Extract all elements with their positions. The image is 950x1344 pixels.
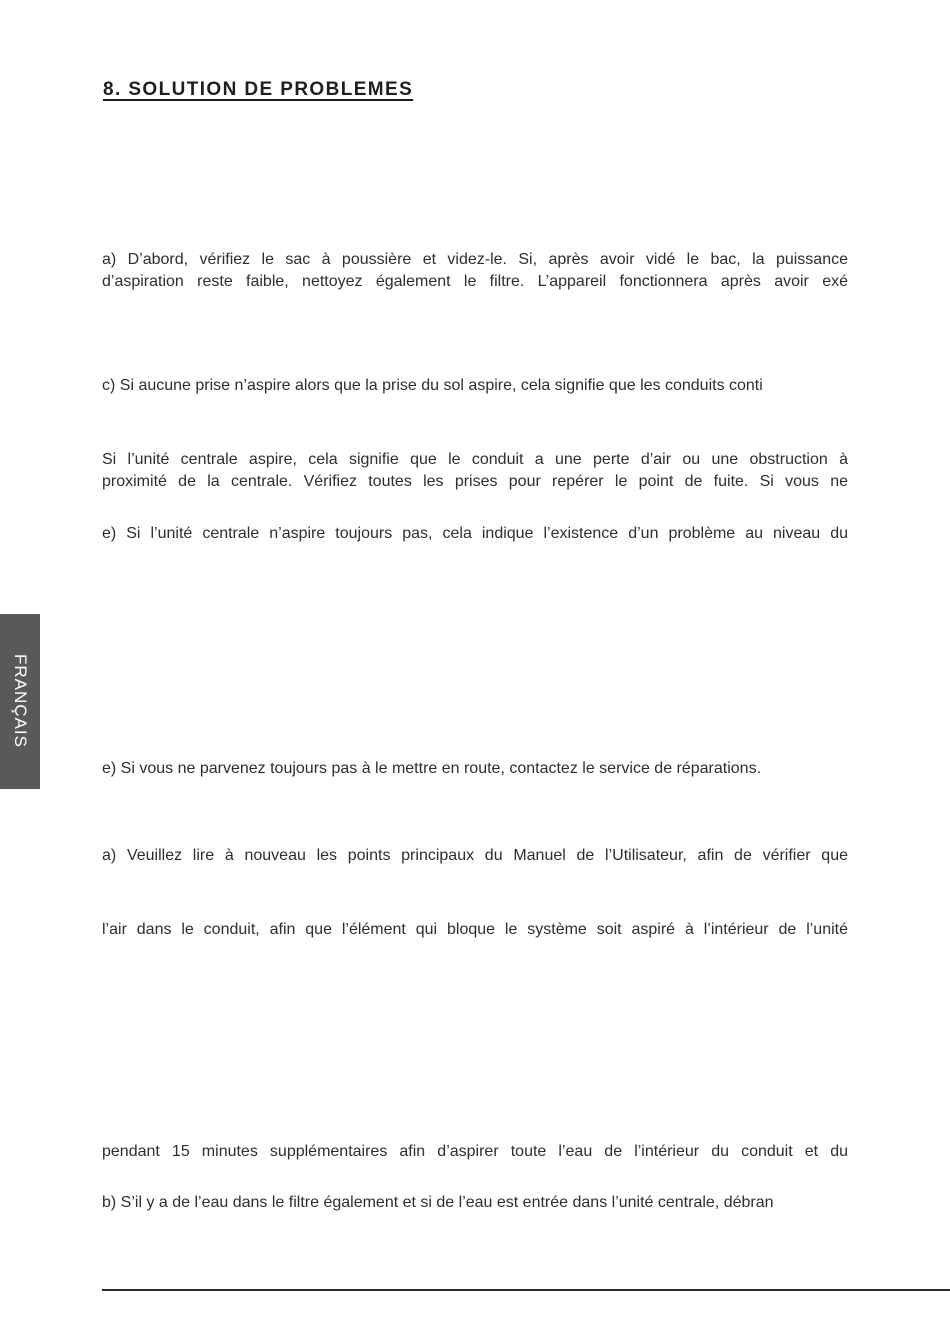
paragraph-line: pendant 15 minutes supplémentaires afin d’aspirer toute l’eau de l’intérieur du conduit et du	[102, 1143, 848, 1160]
paragraph-line: d’aspiration reste faible, nettoyez également le filtre. L’appareil fonctionnera après avoir exé	[102, 273, 848, 290]
paragraph-line: l’air dans le conduit, afin que l’élément qui bloque le système soit aspiré à l’intérieur de l’unité	[102, 921, 848, 938]
section-title: 8. SOLUTION DE PROBLEMES	[103, 79, 414, 100]
language-label: FRANÇAIS	[11, 654, 30, 748]
paragraph-water-in-filter	[102, 1192, 848, 1214]
paragraph-contact-service	[102, 758, 848, 780]
footer-divider	[102, 1289, 950, 1291]
paragraph-central-unit-suction	[102, 449, 848, 493]
paragraph-read-manual	[102, 845, 848, 867]
paragraph-extra-minutes	[102, 1141, 848, 1163]
paragraph-line: a) D’abord, vérifiez le sac à poussière et videz-le. Si, après avoir vidé le bac, la puissance	[102, 251, 848, 268]
paragraph-air-in-duct	[102, 919, 848, 941]
paragraph-line: proximité de la centrale. Vérifiez toutes les prises pour repérer le point de fuite. Si vous ne	[102, 473, 848, 490]
paragraph-dust-bag	[102, 249, 848, 293]
paragraph-line: b) S’il y a de l’eau dans le filtre également et si de l’eau est entrée dans l’unité centrale, débran	[102, 1194, 774, 1211]
language-side-tab	[0, 614, 40, 789]
paragraph-central-unit-no-suction	[102, 523, 848, 545]
paragraph-line: a) Veuillez lire à nouveau les points principaux du Manuel de l’Utilisateur, afin de vérifier que	[102, 847, 848, 864]
paragraph-line: c) Si aucune prise n’aspire alors que la prise du sol aspire, cela signifie que les conduits conti	[102, 377, 763, 394]
paragraph-line: e) Si vous ne parvenez toujours pas à le mettre en route, contactez le service de réparations.	[102, 760, 762, 777]
paragraph-line: Si l’unité centrale aspire, cela signifie que le conduit a une perte d’air ou une obstruction à	[102, 451, 848, 468]
paragraph-line: e) Si l’unité centrale n’aspire toujours pas, cela indique l’existence d’un problème au niveau du	[102, 525, 848, 542]
paragraph-no-inlet-suction	[102, 375, 848, 397]
